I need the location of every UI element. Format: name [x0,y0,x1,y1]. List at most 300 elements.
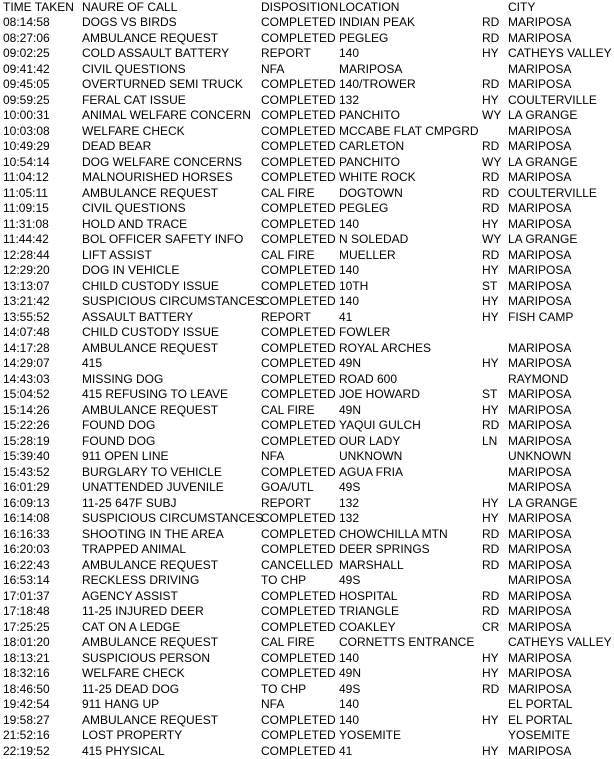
cell-location: N SOLEDAD [339,232,409,246]
cell-disposition: COMPLETED [261,216,336,231]
cell-location: 140 [339,263,360,277]
cell-time: 15:28:19 [3,433,50,448]
table-row [0,325,614,340]
cell-nature-of-call: FOUND DOG [82,418,156,432]
table-row [0,77,614,92]
cell-city: MARIPOSA [508,263,572,277]
table-row [0,232,614,247]
cell-city: MARIPOSA [508,402,572,417]
cell-time: 14:07:48 [3,325,50,339]
cell-city: MARIPOSA [508,61,572,76]
cell-location: ROAD 600 [339,371,398,386]
cell-disposition: CAL FIRE [261,635,315,649]
cell-location: DEER SPRINGS [339,542,430,556]
cell-location: 140 [339,294,360,308]
cell-street-suffix: WY [482,154,502,169]
cell-city: CATHEYS VALLEY [508,46,612,60]
cell-disposition: NFA [261,61,285,76]
cell-city: MARIPOSA [508,247,572,262]
cell-city: COULTERVILLE [508,185,597,200]
table-row [0,465,614,480]
cell-nature-of-call: ANIMAL WELFARE CONCERN [82,108,251,122]
cell-location: 140 [339,650,360,665]
cell-nature-of-call: UNATTENDED JUVENILE [82,480,224,494]
cell-location: 140 [339,697,360,711]
cell-nature-of-call: BOL OFFICER SAFETY INFO [82,232,244,246]
table-row [0,480,614,495]
cell-time: 17:25:25 [3,619,50,634]
cell-nature-of-call: 911 OPEN LINE [82,449,169,463]
cell-location: 49S [339,681,361,696]
cell-disposition: COMPLETED [261,387,336,401]
table-row [0,170,614,185]
table-row [0,31,614,46]
cell-city: MARIPOSA [508,418,572,432]
cell-city: MARIPOSA [508,588,572,603]
cell-time: 08:14:58 [3,15,50,29]
table-row [0,558,614,573]
cell-location: 132 [339,92,360,107]
cell-location: PEGLEG [339,30,389,45]
cell-time: 16:53:14 [3,573,50,587]
cell-disposition: COMPLETED [261,325,336,339]
cell-location: MUELLER [339,247,396,262]
cell-city: MARIPOSA [508,464,572,479]
cell-street-suffix: HY [482,294,499,308]
cell-street-suffix: HY [482,743,499,758]
cell-nature-of-call: ASSAULT BATTERY [82,309,194,324]
cell-nature-of-call: DOG WELFARE CONCERNS [82,154,243,169]
cell-disposition: COMPLETED [261,263,336,277]
table-row [0,434,614,449]
cell-disposition: COMPLETED [261,170,336,184]
cell-street-suffix: HY [482,402,499,417]
cell-city: CATHEYS VALLEY [508,635,612,649]
cell-city: MARIPOSA [508,15,572,29]
cell-city: MARIPOSA [508,743,572,758]
cell-city: MARIPOSA [508,604,572,618]
cell-location: PANCHITO [339,108,400,122]
cell-city: MARIPOSA [508,216,572,231]
cell-disposition: COMPLETED [261,340,336,355]
table-row [0,697,614,712]
cell-city: UNKNOWN [508,449,572,463]
cell-time: 18:32:16 [3,666,50,680]
cell-city: EL PORTAL [508,712,573,727]
table-row [0,15,614,30]
cell-nature-of-call: BURGLARY TO VEHICLE [82,464,222,479]
cell-street-suffix: RD [482,588,500,603]
table-row [0,310,614,325]
cell-city: LA GRANGE [508,108,578,122]
cell-city: MARIPOSA [508,433,572,448]
table-row [0,263,614,278]
table-row [0,635,614,650]
cell-nature-of-call: CAT ON A LEDGE [82,619,181,634]
cell-disposition: COMPLETED [261,464,336,479]
table-row [0,356,614,371]
cell-nature-of-call: SHOOTING IN THE AREA [82,526,224,541]
cell-location: 49N [339,356,362,370]
cell-nature-of-call: LIFT ASSIST [82,247,152,262]
cell-location: JOE HOWARD [339,387,420,401]
cell-disposition: NFA [261,697,285,711]
cell-time: 11:04:12 [3,170,49,184]
header-location: LOCATION [339,0,400,14]
table-row [0,279,614,294]
cell-time: 18:13:21 [3,650,50,665]
table-row [0,728,614,743]
cell-location: CORNETTS ENTRANCE [339,635,475,649]
cell-location: 49S [339,573,361,587]
cell-time: 11:09:15 [3,201,49,215]
cell-location: CHOWCHILLA MTN [339,526,448,541]
cell-nature-of-call: DOG IN VEHICLE [82,263,180,277]
table-row [0,418,614,433]
cell-time: 18:46:50 [3,681,50,696]
table-row [0,372,614,387]
cell-nature-of-call: CIVIL QUESTIONS [82,61,186,76]
cell-nature-of-call: FOUND DOG [82,433,156,448]
cell-time: 08:27:06 [3,30,50,45]
table-row [0,62,614,77]
table-row [0,496,614,511]
cell-nature-of-call: 415 REFUSING TO LEAVE [82,387,229,401]
cell-street-suffix: RD [482,247,500,262]
header-disposition: DISPOSITION [261,0,339,14]
cell-time: 10:54:14 [3,154,50,169]
cell-disposition: COMPLETED [261,433,336,448]
cell-nature-of-call: 415 PHYSICAL [82,743,165,758]
cell-nature-of-call: COLD ASSAULT BATTERY [82,46,230,60]
cell-nature-of-call: AMBULANCE REQUEST [82,340,219,355]
cell-disposition: COMPLETED [261,154,336,169]
cell-location: 41 [339,309,353,324]
cell-location: 49N [339,666,362,680]
cell-street-suffix: RD [482,557,500,572]
table-row [0,651,614,666]
cell-time: 17:01:37 [3,588,50,603]
cell-nature-of-call: WELFARE CHECK [82,123,185,138]
cell-disposition: COMPLETED [261,604,336,618]
cell-location: YAQUI GULCH [339,418,421,432]
cell-city: MARIPOSA [508,77,572,91]
cell-disposition: CAL FIRE [261,402,315,417]
cell-time: 12:28:44 [3,247,50,262]
cell-nature-of-call: 11-25 647F SUBJ [82,495,177,510]
cell-street-suffix: RD [482,30,500,45]
cell-time: 10:49:29 [3,139,50,153]
cell-city: LA GRANGE [508,154,578,169]
cell-disposition: COMPLETED [261,728,336,742]
cell-nature-of-call: DOGS VS BIRDS [82,15,177,29]
cell-street-suffix: HY [482,263,499,277]
cell-street-suffix: ST [482,278,498,293]
cell-time: 15:14:26 [3,402,50,417]
cell-street-suffix: RD [482,139,500,153]
cell-city: COULTERVILLE [508,92,597,107]
cell-location: TRIANGLE [339,604,400,618]
table-row [0,46,614,61]
cell-location: UNKNOWN [339,449,403,463]
cell-street-suffix: RD [482,201,500,215]
cell-nature-of-call: SUSPICIOUS CIRCUMSTANCES [82,294,264,308]
cell-city: MARIPOSA [508,356,572,370]
cell-time: 15:43:52 [3,464,50,479]
cell-disposition: COMPLETED [261,92,336,107]
table-row [0,666,614,681]
cell-nature-of-call: 911 HANG UP [82,697,160,711]
cell-nature-of-call: AMBULANCE REQUEST [82,185,219,200]
cell-nature-of-call: MALNOURISHED HORSES [82,170,233,184]
table-row [0,248,614,263]
cell-disposition: COMPLETED [261,666,336,680]
cell-time: 09:41:42 [3,61,50,76]
table-row [0,139,614,154]
cell-time: 11:05:11 [3,185,48,200]
cell-disposition: COMPLETED [261,108,336,122]
cell-nature-of-call: FERAL CAT ISSUE [82,92,186,107]
cell-time: 13:21:42 [3,294,50,308]
table-row [0,108,614,123]
header-city: CITY [508,0,536,14]
cell-location: MARIPOSA [339,61,403,76]
table-row [0,682,614,697]
cell-time: 21:52:16 [3,728,50,742]
cell-disposition: CAL FIRE [261,247,315,262]
cell-disposition: COMPLETED [261,294,336,308]
cell-city: MARIPOSA [508,170,572,184]
cell-disposition: REPORT [261,46,311,60]
cell-street-suffix: HY [482,666,499,680]
cell-city: MARIPOSA [508,573,572,587]
cell-disposition: COMPLETED [261,650,336,665]
cell-disposition: COMPLETED [261,123,336,138]
cell-street-suffix: HY [482,650,499,665]
table-row [0,403,614,418]
cell-location: COAKLEY [339,619,396,634]
cell-time: 09:02:25 [3,46,50,60]
cell-city: RAYMOND [508,371,569,386]
cell-city: MARIPOSA [508,480,572,494]
cell-street-suffix: HY [482,356,499,370]
cell-location: MARSHALL [339,557,404,572]
cell-disposition: REPORT [261,495,311,510]
cell-city: LA GRANGE [508,232,578,246]
cell-location: ROYAL ARCHES [339,340,432,355]
cell-time: 16:16:33 [3,526,50,541]
cell-street-suffix: RD [482,604,500,618]
cell-disposition: REPORT [261,309,311,324]
cell-location: PEGLEG [339,201,389,215]
cell-time: 10:03:08 [3,123,50,138]
cell-time: 14:17:28 [3,340,50,355]
cell-city: MARIPOSA [508,139,572,153]
cell-city: MARIPOSA [508,387,572,401]
cell-disposition: COMPLETED [261,356,336,370]
cell-city: MARIPOSA [508,542,572,556]
table-row [0,604,614,619]
cell-city: MARIPOSA [508,526,572,541]
table-row [0,449,614,464]
cell-time: 16:09:13 [3,495,50,510]
cell-location: 10TH [339,278,369,293]
cell-nature-of-call: SUSPICIOUS PERSON [82,650,211,665]
cell-nature-of-call: CIVIL QUESTIONS [82,201,186,215]
cell-street-suffix: RD [482,15,500,29]
cell-city: MARIPOSA [508,278,572,293]
cell-street-suffix: ST [482,387,498,401]
cell-time: 13:13:07 [3,278,50,293]
table-row [0,527,614,542]
cell-street-suffix: HY [482,511,499,525]
cell-disposition: COMPLETED [261,77,336,91]
cell-street-suffix: HY [482,309,499,324]
cell-city: MARIPOSA [508,201,572,215]
cell-time: 19:58:27 [3,712,50,727]
cell-location: 132 [339,495,360,510]
cell-location: YOSEMITE [339,728,402,742]
cell-time: 12:29:20 [3,263,50,277]
cell-city: MARIPOSA [508,294,572,308]
cell-disposition: COMPLETED [261,139,336,153]
cell-nature-of-call: AMBULANCE REQUEST [82,557,219,572]
cell-location: MCCABE FLAT CMPGRD [339,123,479,138]
cell-disposition: TO CHP [261,681,307,696]
cell-disposition: GOA/UTL [261,480,314,494]
cell-disposition: COMPLETED [261,619,336,634]
table-row [0,511,614,526]
cell-location: AGUA FRIA [339,464,404,479]
table-row [0,341,614,356]
cell-street-suffix: LN [482,433,498,448]
cell-time: 15:39:40 [3,449,50,463]
cell-disposition: COMPLETED [261,418,336,432]
cell-time: 14:43:03 [3,371,50,386]
cell-city: YOSEMITE [508,728,571,742]
cell-time: 11:31:08 [3,216,49,231]
cell-street-suffix: RD [482,418,500,432]
cell-location: FOWLER [339,325,391,339]
cell-time: 17:18:48 [3,604,50,618]
cell-time: 11:44:42 [3,232,49,246]
cell-street-suffix: HY [482,495,499,510]
cell-street-suffix: RD [482,542,500,556]
cell-time: 16:01:29 [3,480,50,494]
cell-location: 140 [339,216,360,231]
cell-disposition: COMPLETED [261,278,336,293]
cell-street-suffix: WY [482,232,502,246]
cell-time: 16:20:03 [3,542,50,556]
cell-time: 09:59:25 [3,92,50,107]
cell-city: EL PORTAL [508,697,573,711]
table-row [0,217,614,232]
cell-nature-of-call: AMBULANCE REQUEST [82,712,219,727]
cell-city: MARIPOSA [508,30,572,45]
cell-time: 18:01:20 [3,635,50,649]
cell-city: MARIPOSA [508,666,572,680]
cell-location: OUR LADY [339,433,401,448]
cell-disposition: NFA [261,449,285,463]
cell-street-suffix: HY [482,92,499,107]
cell-time: 16:22:43 [3,557,50,572]
cell-location: 132 [339,511,360,525]
cell-street-suffix: WY [482,108,502,122]
header-row [0,0,614,15]
cell-nature-of-call: AMBULANCE REQUEST [82,635,219,649]
cell-time: 16:14:08 [3,511,50,525]
cell-location: INDIAN PEAK [339,15,416,29]
cell-nature-of-call: AMBULANCE REQUEST [82,402,219,417]
cell-nature-of-call: DEAD BEAR [82,139,152,153]
cell-disposition: COMPLETED [261,15,336,29]
cell-time: 19:42:54 [3,697,50,711]
cell-time: 15:04:52 [3,387,50,401]
table-row [0,387,614,402]
cell-disposition: COMPLETED [261,201,336,215]
cell-time: 10:00:31 [3,108,50,122]
cell-disposition: COMPLETED [261,30,336,45]
cell-street-suffix: RD [482,185,500,200]
cell-disposition: COMPLETED [261,743,336,758]
cell-time: 09:45:05 [3,77,50,91]
cell-location: 140 [339,712,360,727]
cell-city: MARIPOSA [508,681,572,696]
cell-street-suffix: HY [482,46,499,60]
cell-location: 140 [339,46,360,60]
cell-street-suffix: HY [482,712,499,727]
cell-time: 14:29:07 [3,356,50,370]
table-row [0,186,614,201]
cell-disposition: COMPLETED [261,526,336,541]
cell-disposition: COMPLETED [261,232,336,246]
cell-location: 49S [339,480,361,494]
cell-nature-of-call: AGENCY ASSIST [82,588,178,603]
cell-nature-of-call: OVERTURNED SEMI TRUCK [82,77,243,91]
cell-location: 49N [339,402,362,417]
cell-city: MARIPOSA [508,511,572,525]
cell-street-suffix: RD [482,170,500,184]
cell-location: WHITE ROCK [339,170,416,184]
cell-nature-of-call: AMBULANCE REQUEST [82,30,219,45]
cell-nature-of-call: RECKLESS DRIVING [82,573,200,587]
cell-nature-of-call: TRAPPED ANIMAL [82,542,187,556]
cell-city: MARIPOSA [508,557,572,572]
cell-street-suffix: HY [482,216,499,231]
cell-city: LA GRANGE [508,495,578,510]
cell-nature-of-call: CHILD CUSTODY ISSUE [82,325,219,339]
cell-location: 140/TROWER [339,77,416,91]
cell-city: FISH CAMP [508,309,574,324]
table-row [0,620,614,635]
cell-city: MARIPOSA [508,619,572,634]
cell-city: MARIPOSA [508,123,572,138]
cell-nature-of-call: LOST PROPERTY [82,728,183,742]
table-row [0,93,614,108]
cell-nature-of-call: SUSPICIOUS CIRCUMSTANCES [82,511,264,525]
cell-disposition: CANCELLED [261,557,334,572]
cell-disposition: COMPLETED [261,542,336,556]
cell-nature-of-call: WELFARE CHECK [82,666,185,680]
cell-location: 41 [339,743,353,758]
table-row [0,155,614,170]
cell-nature-of-call: HOLD AND TRACE [82,216,188,231]
cell-location: DOGTOWN [339,185,403,200]
cell-location: CARLETON [339,139,405,153]
cell-location: HOSPITAL [339,588,398,603]
cell-street-suffix: RD [482,77,500,91]
cell-city: MARIPOSA [508,340,572,355]
